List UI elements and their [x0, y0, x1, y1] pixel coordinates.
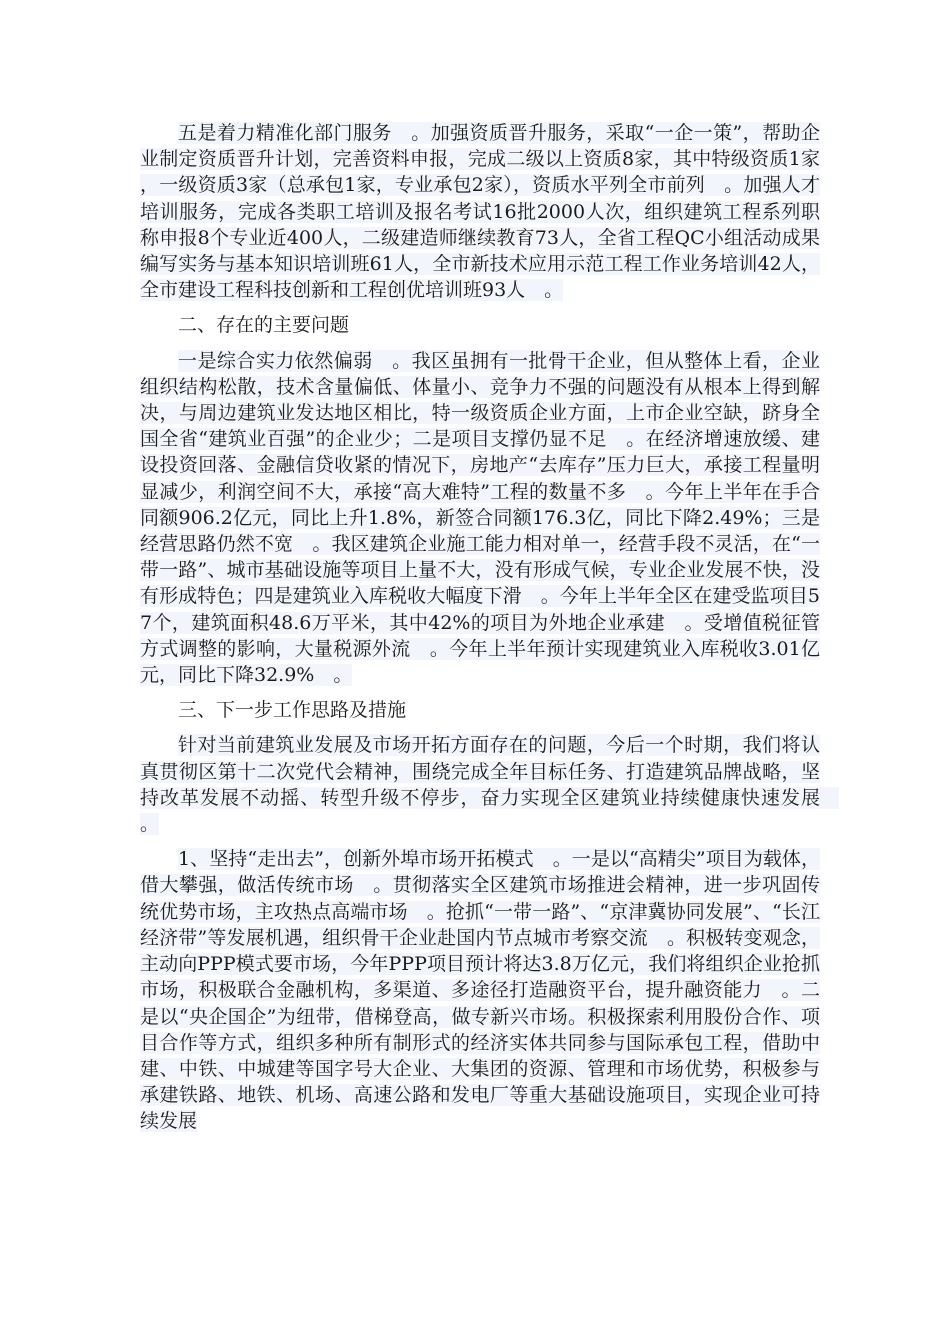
paragraph-problems — [140, 348, 820, 689]
document-page — [140, 120, 840, 1144]
paragraph-text: 一是综合实力依然偏弱 。我区虽拥有一批骨干企业，但从整体上看，企业组织结构松散，技术含量偏低、体量小、竞争力不强的问题没有从根本上得到解决，与周边建筑业发达地区相比，特一级资质企业方面，上市企业空缺，跻身全国全省“建筑业百强”的企业少；二是项目支撑仍显不足 。在经济增速放缓、建设投资回落、金融信贷收紧的情况下，房地产“去库存”压力巨大，承接工程量明显减少，利润空间不大，承接“高大难特”工程的数量不多 。今年上半年在手合同额906.2亿元，同比上升1.8%，新签合同额176.3亿，同比下降2.49%；三是经营思路仍然不宽 。我区建筑企业施工能力相对单一，经营手段不灵活，在“一带一路”、城市基础设施等项目上量不大，没有形成气候，专业企业发展不快，没有形成特色；四是建筑业入库税收大幅度下滑 。今年上半年全区在建受监项目57个，建筑面积48.6万平米，其中42%的项目为外地企业承建 。受增值税征管方式调整的影响，大量税源外流 。今年上半年预计实现建筑业入库税收3.01亿元，同比下降32.9% 。 — [140, 349, 820, 687]
paragraph-next-steps-intro — [140, 732, 840, 837]
paragraph-go-out-strategy — [140, 846, 820, 1134]
section-heading-main-problems — [140, 312, 820, 338]
heading-text: 三、下一步工作思路及措施 — [178, 699, 407, 722]
paragraph-text: 针对当前建筑业发展及市场开拓方面存在的问题，今后一个时期，我们将认真贯彻区第十二次党代会精神，围绕完成全年目标任务、打造建筑品牌战略，坚持改革发展不动摇、转型升级不停步，奋力实现全区建筑业持续健康快速发展 。 — [140, 734, 840, 836]
paragraph-text: 五是着力精准化部门服务 。加强资质晋升服务，采取“一企一策”，帮助企业制定资质晋升计划，完善资料申报，完成二级以上资质8家，其中特级资质1家，一级资质3家（总承包1家，专业承包2家），资质水平列全市前列 。加强人才培训服务，完成各类职工培训及报名考试16批2000人次，组织建筑工程系列职称申报8个专业近400人，二级建造师继续教育73人，全省工程QC小组活动成果编写实务与基本知识培训班61人，全市新技术应用示范工程工作业务培训42人，全市建设工程科技创新和工程创优培训班93人 。 — [140, 122, 820, 302]
section-heading-next-steps — [140, 697, 820, 723]
heading-text: 二、存在的主要问题 — [178, 314, 350, 337]
paragraph-department-services — [140, 120, 820, 303]
paragraph-text: 1、坚持“走出去”，创新外埠市场开拓模式 。一是以“高精尖”项目为载体，借大攀强，做活传统市场 。贯彻落实全区建筑市场推进会精神，进一步巩固传统优势市场，主攻热点高端市场 。抢抓“一带一路”、“京津冀协同发展”、“长江经济带”等发展机遇，组织骨干企业赴国内节点城市考察交流 。积极转变观念，主动向PPP模式要市场，今年PPP项目预计将达3.8万亿元，我们将组织企业抢抓市场，积极联合金融机构，多渠道、多途径打造融资平台，提升融资能力 。二是以“央企国企”为纽带，借梯登高，做专新兴市场。积极探索利用股份合作、项目合作等方式，组织多种所有制形式的经济实体共同参与国际承包工程，借助中建、中铁、中城建等国字号大企业、大集团的资源、管理和市场优势，积极参与承建铁路、地铁、机场、高速公路和发电厂等重大基础设施项目，实现企业可持续发展 — [140, 848, 820, 1133]
